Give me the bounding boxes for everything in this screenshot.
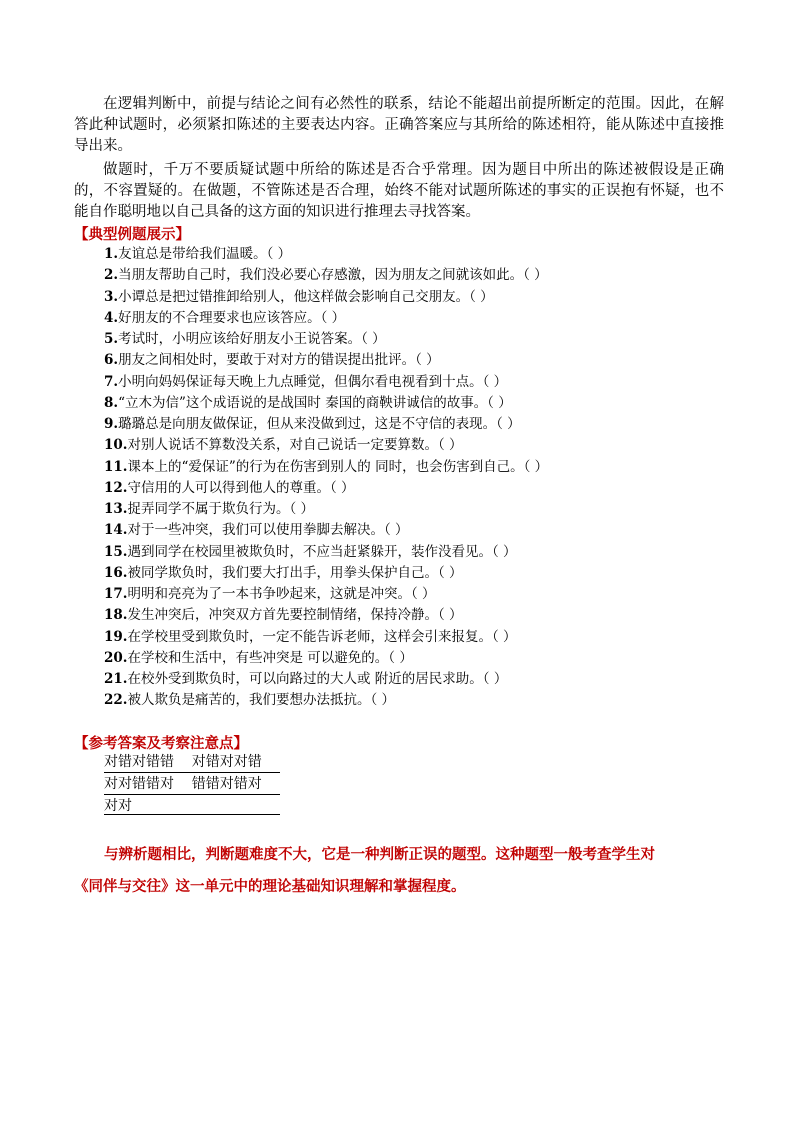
question-text: 在学校里受到欺负时，一定不能告诉老师，这样会引来报复。（ ） xyxy=(127,628,517,645)
question-text: 守信用的人可以得到他人的尊重。（ ） xyxy=(127,479,355,496)
question-text: 捉弄同学不属于欺负行为。（ ） xyxy=(127,501,315,517)
note-line-2: 《同伴与交往》这一单元中的理论基础知识理解和掌握程度。 xyxy=(74,878,466,895)
question-item xyxy=(104,351,440,369)
note-line-1: 与辨析题相比，判断题难度不大，它是一种判断正误的题型。这种题型一般考查学生对 xyxy=(104,846,655,863)
question-number: 2. xyxy=(104,267,119,284)
question-item xyxy=(104,521,409,539)
answer-line-3: 对对 xyxy=(104,798,132,814)
question-item xyxy=(104,436,463,454)
question-text: 好朋友的不合理要求也应该答应。（ ） xyxy=(118,309,346,326)
question-item xyxy=(104,585,436,603)
question-item xyxy=(104,670,507,688)
question-text: 课本上的“爱保证”的行为在伤害到别人的 同时，也会伤害到自己。（ ） xyxy=(127,458,549,475)
question-item xyxy=(104,649,413,667)
question-item xyxy=(104,288,494,306)
question-item xyxy=(104,564,463,582)
question-number: 17. xyxy=(104,586,128,602)
answer-line-1: 对错对错错 对错对对错 xyxy=(104,754,262,770)
question-item xyxy=(104,330,386,348)
question-text: 明明和亮亮为了一本书争吵起来，这就是冲突。（ ） xyxy=(127,586,436,602)
question-item xyxy=(104,415,521,433)
examples-heading: 【典型例题展示】 xyxy=(74,226,190,243)
question-text: 在校外受到欺负时，可以向路过的大人或 附近的居民求助。（ ） xyxy=(127,671,508,687)
intro-paragraph-2: 做题时，千万不要质疑试题中所给的陈述是否合乎常理。因为题目中所出的陈述被假设是正确的，不容置疑的。在做题，不管陈述是否合理，始终不能对试题所陈述的事实的正误抱有怀疑，也不能自作聪明地以自己具备的这方面的知识进行推理去寻找答案。 xyxy=(74,162,724,220)
question-number: 19. xyxy=(104,628,128,645)
question-text: 发生冲突后，冲突双方首先要控制情绪，保持冷静。（ ） xyxy=(127,607,463,624)
question-text: 考试时，小明应该给好朋友小王说答案。（ ） xyxy=(118,331,386,347)
question-number: 20. xyxy=(104,649,128,666)
question-number: 18. xyxy=(104,607,128,624)
question-number: 5. xyxy=(104,331,119,347)
question-number: 10. xyxy=(104,437,128,454)
question-text: 遇到同学在校园里被欺负时，不应当赶紧躲开，装作没看见。（ ） xyxy=(127,543,517,560)
question-number: 8. xyxy=(104,394,119,411)
question-number: 4. xyxy=(104,309,119,326)
question-text: 当朋友帮助自己时，我们没必要心存感激，因为朋友之间就该如此。（ ） xyxy=(118,267,548,284)
question-number: 22. xyxy=(104,692,128,709)
answer-underline-3 xyxy=(104,814,280,815)
question-number: 1. xyxy=(104,246,119,262)
question-number: 14. xyxy=(104,522,128,539)
question-item xyxy=(104,245,291,263)
question-item xyxy=(104,394,512,412)
question-item xyxy=(104,691,395,709)
question-number: 6. xyxy=(104,352,119,369)
question-item xyxy=(104,458,548,476)
question-number: 21. xyxy=(104,671,128,687)
question-text: 被人欺负是痛苦的，我们要想办法抵抗。（ ） xyxy=(127,692,396,709)
intro-paragraph-1: 在逻辑判断中，前提与结论之间有必然性的联系，结论不能超出前提所断定的范围。因此，在解答此种试题时，必须紧扣陈述的主要表达内容。正确答案应与其所给的陈述相符，能从陈述中直接推导出来。 xyxy=(74,96,724,154)
question-item xyxy=(104,606,463,624)
question-item xyxy=(104,628,517,646)
question-text: 被同学欺负时，我们要大打出手，用拳头保护自己。（ ） xyxy=(127,564,463,581)
question-text: 小明向妈妈保证每天晚上九点睡觉，但偶尔看电视看到十点。（ ） xyxy=(118,373,508,390)
question-item xyxy=(104,373,507,391)
answer-underline-2 xyxy=(104,794,280,795)
answers-heading: 【参考答案及考察注意点】 xyxy=(74,735,248,752)
question-text: 朋友之间相处时，要敢于对对方的错误提出批评。（ ） xyxy=(118,352,440,369)
question-text: 友谊总是带给我们温暖。（ ） xyxy=(118,246,292,262)
question-number: 16. xyxy=(104,564,128,581)
question-text: 对别人说话不算数没关系，对自己说话一定要算数。（ ） xyxy=(127,437,463,454)
answer-underline-1 xyxy=(104,772,280,773)
question-text: 对于一些冲突，我们可以使用拳脚去解决。（ ） xyxy=(127,522,409,539)
question-number: 11. xyxy=(104,458,128,475)
question-text: 在学校和生活中，有些冲突是 可以避免的。（ ） xyxy=(127,649,413,666)
question-number: 13. xyxy=(104,501,128,517)
question-number: 12. xyxy=(104,479,128,496)
question-text: 璐璐总是向朋友做保证，但从来没做到过，这是不守信的表现。（ ） xyxy=(118,416,521,432)
question-item xyxy=(104,266,548,284)
question-text: “立木为信”这个成语说的是战国时 秦国的商鞅讲诚信的故事。（ ） xyxy=(118,394,512,411)
question-item xyxy=(104,500,314,518)
question-item xyxy=(104,479,355,497)
question-number: 3. xyxy=(104,288,119,305)
question-number: 7. xyxy=(104,373,119,390)
question-item xyxy=(104,309,345,327)
question-item xyxy=(104,543,517,561)
question-text: 小谭总是把过错推卸给别人，他这样做会影响自己交朋友。（ ） xyxy=(118,288,494,305)
answer-line-2: 对对错错对 错错对错对 xyxy=(104,776,262,792)
question-number: 15. xyxy=(104,543,128,560)
question-number: 9. xyxy=(104,416,119,432)
